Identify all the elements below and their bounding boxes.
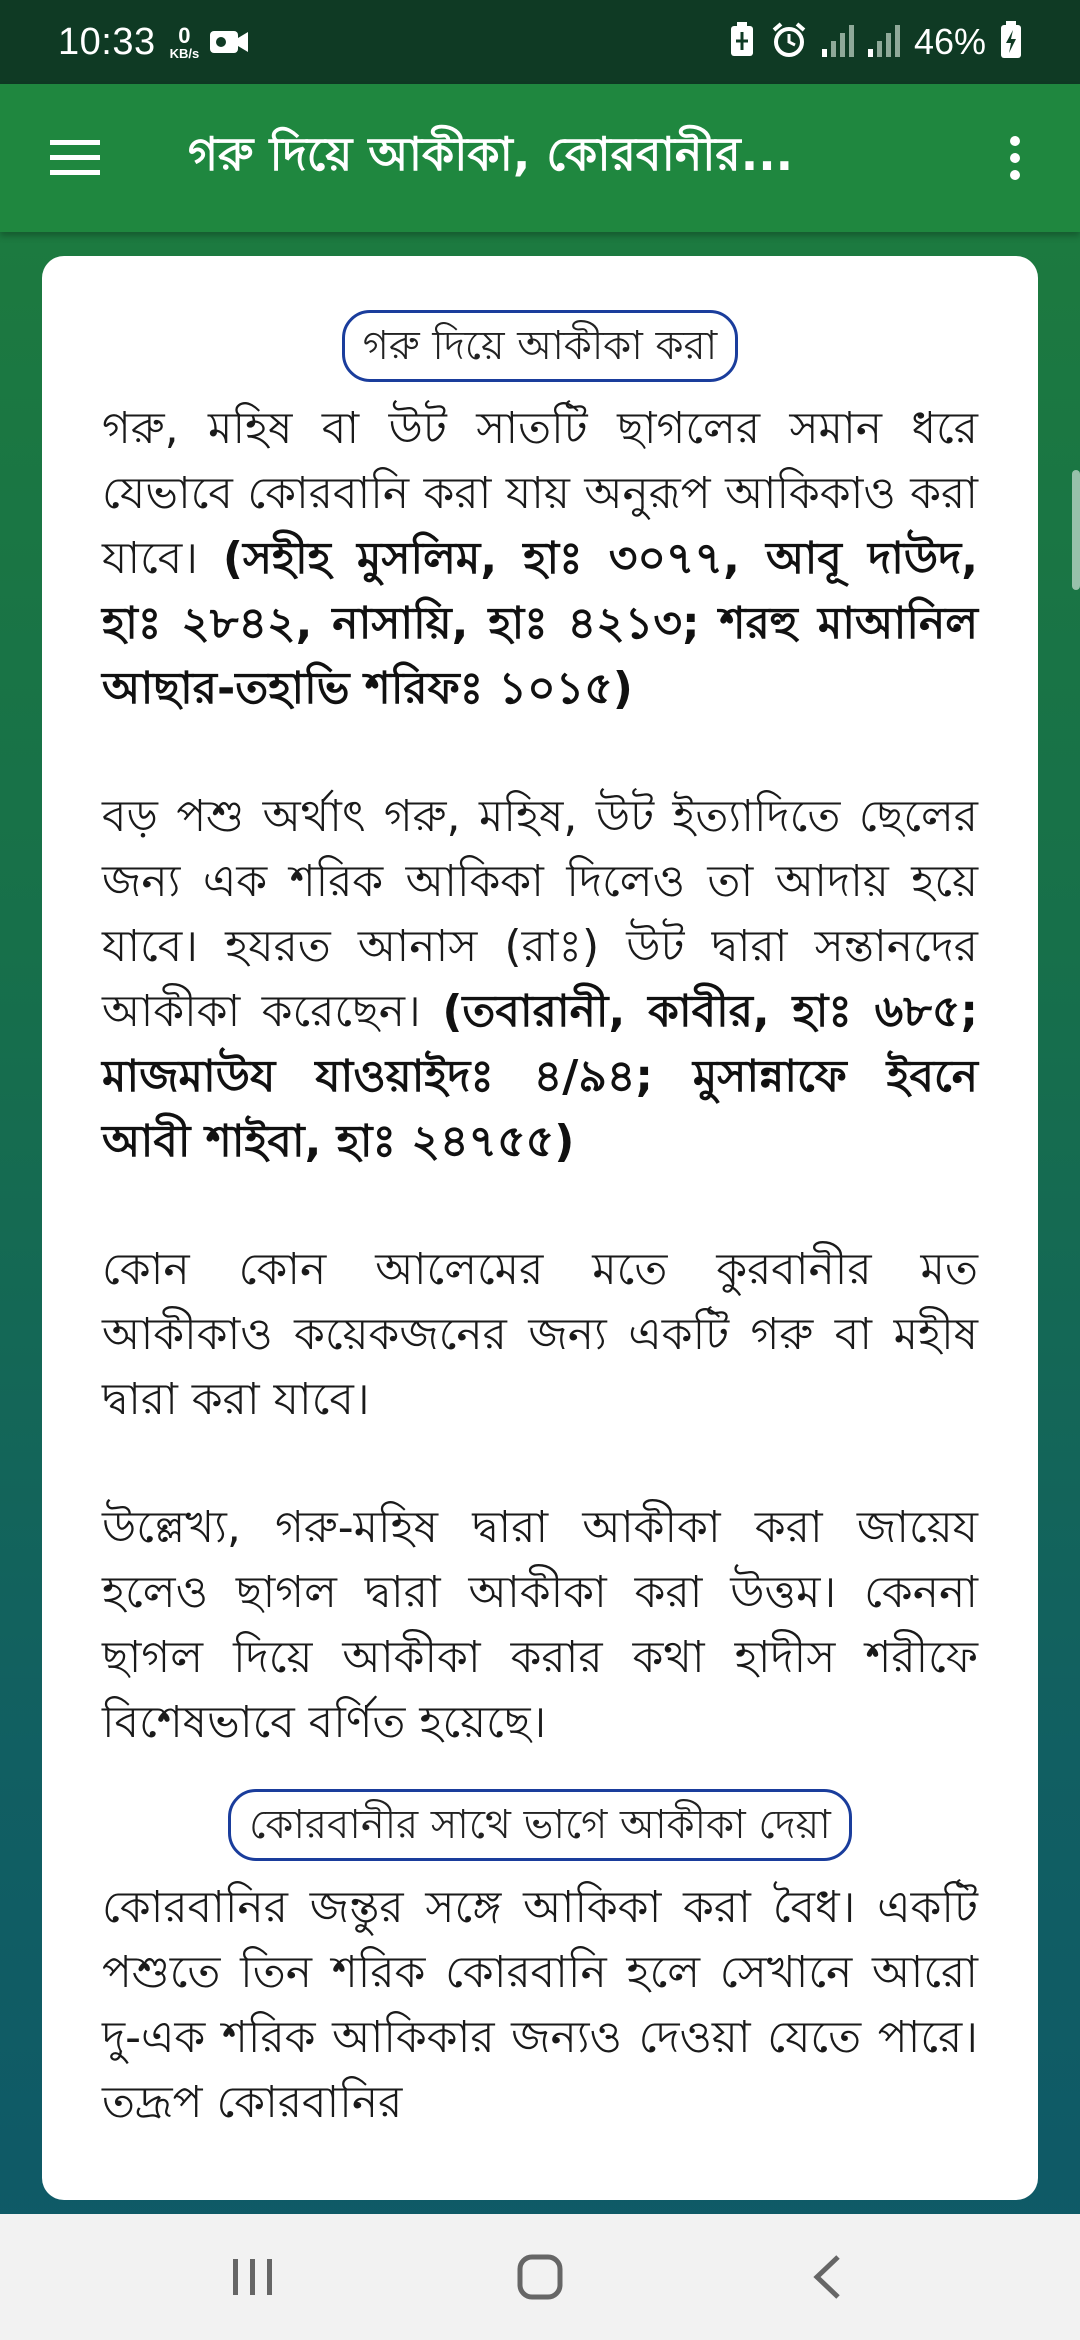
network-speed-value: 0 xyxy=(178,22,191,48)
app-bar xyxy=(0,84,1080,232)
scrollbar[interactable] xyxy=(1072,470,1080,590)
back-icon xyxy=(812,2254,842,2300)
section-heading-1: গরু দিয়ে আকীকা করা xyxy=(342,310,738,382)
signal-strength-icon-1 xyxy=(822,23,854,62)
status-icons xyxy=(728,21,1022,64)
back-button[interactable] xyxy=(767,2227,887,2327)
network-speed-unit: KB/s xyxy=(169,45,200,61)
system-nav-bar xyxy=(0,2214,1080,2340)
home-button[interactable] xyxy=(480,2227,600,2327)
more-vert-icon xyxy=(1009,136,1021,180)
status-time: 10:33 xyxy=(58,20,156,63)
video-camera-icon xyxy=(209,27,249,57)
alarm-icon xyxy=(770,21,808,64)
menu-button[interactable] xyxy=(0,84,150,232)
home-icon xyxy=(517,2254,563,2300)
paragraph-2-text: বড় পশু অর্থাৎ গরু, মহিষ, উট ইত্যাদিতে ছেলের জন্য এক শরিক আকিকা দিলেও তা আদায় হয়ে যাবে। হযরত আনাস (রাঃ) উট দ্বারা সন্তানদের আকীকা করেছেন। xyxy=(102,791,978,1037)
paragraph-5: কোরবানির জন্তুর সঙ্গে আকিকা করা বৈধ। একটি পশুতে তিন শরিক কোরবানি হলে সেখানে আরো দু-এক শরিক আকিকার জন্যও দেওয়া যেতে পারে। তদ্রূপ কোরবানির xyxy=(102,1882,978,2128)
hamburger-menu-icon xyxy=(50,140,100,176)
paragraph-1 xyxy=(102,396,978,721)
recents-icon xyxy=(231,2257,275,2297)
battery-percentage: 46% xyxy=(913,21,986,62)
status-bar xyxy=(0,0,1080,84)
network-speed xyxy=(169,22,200,61)
paragraph-2-reference: (তবারানী, কাবীর, হাঃ ৬৮৫; মাজমাউয যাওয়াইদঃ ৪/৯৪; মুসান্নাফে ইবনে আবী শাইবা, হাঃ ২৪৭৫৫) xyxy=(102,986,978,1167)
recents-button[interactable] xyxy=(193,2227,313,2327)
paragraph-2 xyxy=(102,784,978,1174)
section-heading-2: কোরবানীর সাথে ভাগে আকীকা দেয়া xyxy=(228,1789,852,1861)
signal-strength-icon-2 xyxy=(868,23,900,62)
paragraph-4: উল্লেখ্য, গরু-মহিষ দ্বারা আকীকা করা জায়েয হলেও ছাগল দ্বারা আকীকা করা উত্তম। কেননা ছাগল দিয়ে আকীকা করার কথা হাদীস শরীফে বিশেষভাবে বর্ণিত হয়েছে। xyxy=(102,1502,978,1748)
battery-charging-icon xyxy=(1000,21,1022,64)
paragraph-3: কোন কোন আলেমের মতে কুরবানীর মত আকীকাও কয়েকজনের জন্য একটি গরু বা মহীষ দ্বারা করা যাবে। xyxy=(102,1244,978,1425)
paragraph-1-reference: (সহীহ মুসলিম, হাঃ ৩০৭৭, আবূ দাউদ, হাঃ ২৮৪২, নাসায়ি, হাঃ ৪২১৩; শরহু মাআনিল আছার-তহাভি শরিফঃ ১০১৫) xyxy=(102,533,978,714)
overflow-menu-button[interactable] xyxy=(950,84,1080,232)
page-title: গরু দিয়ে আকীকা, কোরবানীর... xyxy=(188,127,794,181)
paragraph-1-text: গরু, মহিষ বা উট সাতটি ছাগলের সমান ধরে যেভাবে কোরবানি করা যায় অনুরূপ আকিকাও করা যাবে। xyxy=(102,403,978,584)
battery-saver-icon xyxy=(728,22,756,63)
content-card[interactable] xyxy=(42,256,1038,2200)
